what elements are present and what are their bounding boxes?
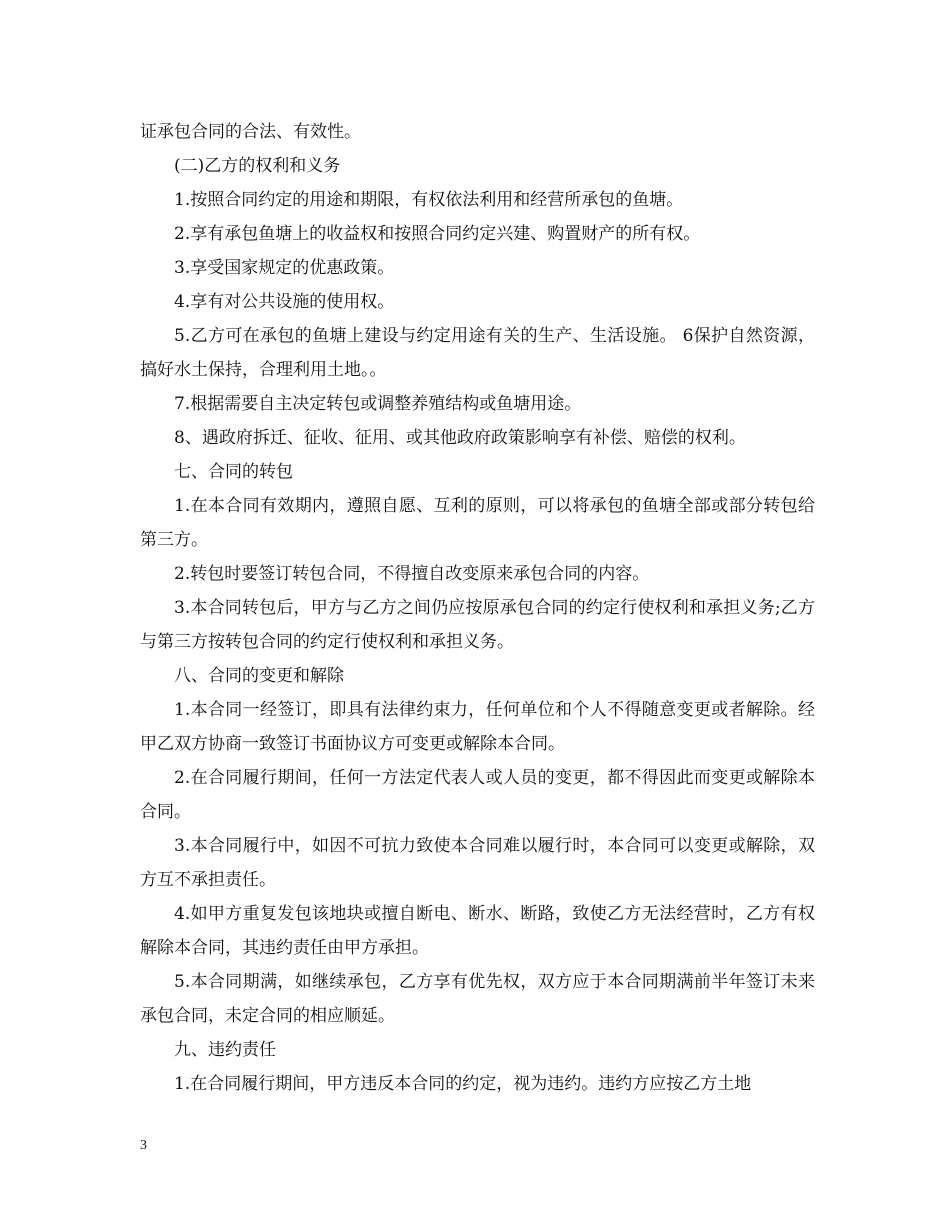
paragraph: 1.在本合同有效期内，遵照自愿、互利的原则，可以将承包的鱼塘全部或部分转包给第三方。: [140, 496, 815, 550]
section-heading: (二)乙方的权利和义务: [174, 156, 341, 176]
paragraph: 证承包合同的合法、有效性。: [140, 122, 361, 142]
paragraph: 7.根据需要自主决定转包或调整养殖结构或鱼塘用途。: [174, 394, 582, 414]
paragraph: 1.按照合同约定的用途和期限，有权依法利用和经营所承包的鱼塘。: [174, 190, 684, 210]
paragraph: 3.本合同履行中，如因不可抗力致使本合同难以履行时，本合同可以变更或解除，双方互不承担责任。: [140, 836, 815, 890]
page-number: 3: [140, 1138, 147, 1153]
paragraph: 4.如甲方重复发包该地块或擅自断电、断水、断路，致使乙方无法经营时，乙方有权解除本合同，其违约责任由甲方承担。: [140, 904, 815, 958]
paragraph: 2.在合同履行期间，任何一方法定代表人或人员的变更，都不得因此而变更或解除本合同。: [140, 768, 815, 822]
section-heading: 九、违约责任: [174, 1040, 276, 1060]
paragraph: 3.本合同转包后，甲方与乙方之间仍应按原承包合同的约定行使权利和承担义务;乙方与第三方按转包合同的约定行使权利和承担义务。: [140, 598, 815, 652]
paragraph: 5.乙方可在承包的鱼塘上建设与约定用途有关的生产、生活设施。 6保护自然资源，搞好水土保持，合理利用土地。。: [140, 326, 815, 380]
paragraph: 3.享受国家规定的优惠政策。: [174, 258, 395, 278]
paragraph: 2.转包时要签订转包合同，不得擅自改变原来承包合同的内容。: [174, 564, 650, 584]
section-heading: 八、合同的变更和解除: [174, 666, 344, 686]
paragraph: 8、遇政府拆迁、征收、征用、或其他政府政策影响享有补偿、赔偿的权利。: [174, 428, 746, 448]
paragraph: 1.本合同一经签订，即具有法律约束力，任何单位和个人不得随意变更或者解除。经甲乙双方协商一致签订书面协议方可变更或解除本合同。: [140, 700, 815, 754]
paragraph: 5.本合同期满，如继续承包，乙方享有优先权，双方应于本合同期满前半年签订未来承包合同，未定合同的相应顺延。: [140, 972, 815, 1026]
paragraph: 1.在合同履行期间，甲方违反本合同的约定，视为违约。违约方应按乙方土地: [174, 1074, 752, 1094]
paragraph: 4.享有对公共设施的使用权。: [174, 292, 395, 312]
paragraph: 2.享有承包鱼塘上的收益权和按照合同约定兴建、购置财产的所有权。: [174, 224, 701, 244]
document-body: [140, 115, 815, 1101]
section-heading: 七、合同的转包: [174, 462, 293, 482]
